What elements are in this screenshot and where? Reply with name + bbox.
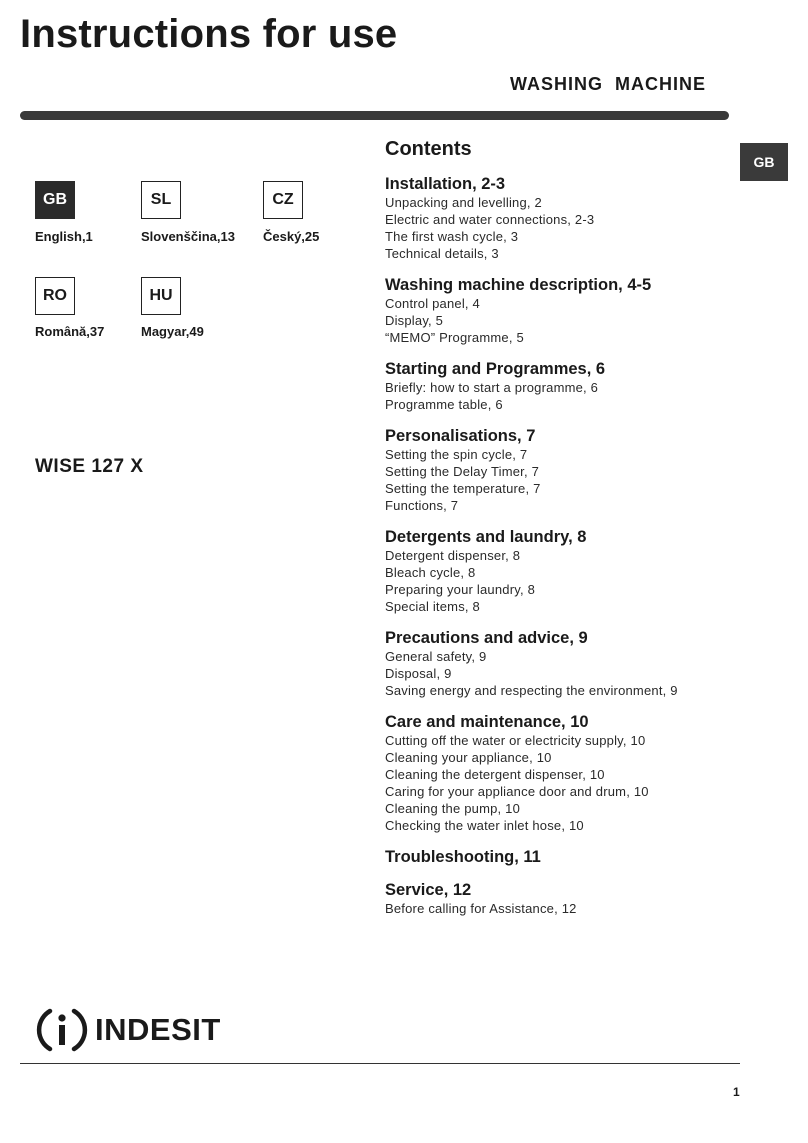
- lang-box-cz[interactable]: CZ: [263, 181, 303, 219]
- lang-box-ro[interactable]: RO: [35, 277, 75, 315]
- contents-section: [385, 427, 745, 514]
- section-item[interactable]: Functions, 7: [385, 498, 459, 513]
- section-title[interactable]: Installation, 2-3: [385, 175, 506, 193]
- section-item[interactable]: “MEMO” Programme, 5: [385, 330, 524, 345]
- contents-section: [385, 528, 745, 615]
- lang-box-gb[interactable]: GB: [35, 181, 75, 219]
- lang-label-hu: Magyar,49: [141, 324, 204, 339]
- section-item[interactable]: Cleaning the pump, 10: [385, 801, 521, 816]
- section-item[interactable]: Electric and water connections, 2-3: [385, 212, 595, 227]
- header-divider: [20, 111, 729, 120]
- contents-section: [385, 360, 745, 413]
- contents-section: [385, 713, 745, 834]
- section-title[interactable]: Starting and Programmes, 6: [385, 360, 606, 378]
- contents-section: [385, 276, 745, 346]
- contents-title: Contents: [385, 138, 472, 160]
- language-side-tab: GB: [740, 143, 788, 181]
- section-item[interactable]: Cleaning the detergent dispenser, 10: [385, 767, 605, 782]
- model-number: WISE 127 X: [35, 456, 144, 477]
- section-item[interactable]: Caring for your appliance door and drum, 10: [385, 784, 649, 799]
- section-item[interactable]: Bleach cycle, 8: [385, 565, 476, 580]
- section-item[interactable]: Special items, 8: [385, 599, 480, 614]
- section-title[interactable]: Care and maintenance, 10: [385, 713, 589, 731]
- lang-label-sl: Slovenščina,13: [141, 229, 235, 244]
- section-item[interactable]: Checking the water inlet hose, 10: [385, 818, 584, 833]
- section-title[interactable]: Precautions and advice, 9: [385, 629, 588, 647]
- section-item[interactable]: Saving energy and respecting the environment, 9: [385, 683, 678, 698]
- table-of-contents: [385, 138, 745, 931]
- section-title[interactable]: Detergents and laundry, 8: [385, 528, 587, 546]
- contents-section: [385, 881, 745, 917]
- document-title: Instructions for use: [20, 12, 398, 56]
- section-title[interactable]: Service, 12: [385, 881, 472, 899]
- lang-box-hu[interactable]: HU: [141, 277, 181, 315]
- section-item[interactable]: Setting the Delay Timer, 7: [385, 464, 540, 479]
- section-title[interactable]: Personalisations, 7: [385, 427, 536, 445]
- section-item[interactable]: Cleaning your appliance, 10: [385, 750, 552, 765]
- section-item[interactable]: Programme table, 6: [385, 397, 503, 412]
- section-item[interactable]: Preparing your laundry, 8: [385, 582, 536, 597]
- brand-name: INDESIT: [95, 1012, 221, 1047]
- page-number: 1: [733, 1085, 740, 1099]
- section-item[interactable]: The first wash cycle, 3: [385, 229, 519, 244]
- section-item[interactable]: Unpacking and levelling, 2: [385, 195, 542, 210]
- contents-sections: [385, 175, 745, 917]
- section-title[interactable]: Troubleshooting, 11: [385, 848, 541, 866]
- section-item[interactable]: General safety, 9: [385, 649, 487, 664]
- section-item[interactable]: Setting the spin cycle, 7: [385, 447, 528, 462]
- section-item[interactable]: Display, 5: [385, 313, 444, 328]
- lang-label-ro: Română,37: [35, 324, 105, 339]
- footer-divider: [20, 1063, 740, 1064]
- section-item[interactable]: Before calling for Assistance, 12: [385, 901, 577, 916]
- section-item[interactable]: Cutting off the water or electricity supply, 10: [385, 733, 646, 748]
- section-item[interactable]: Setting the temperature, 7: [385, 481, 541, 496]
- indesit-info-icon: [35, 1003, 89, 1057]
- section-item[interactable]: Control panel, 4: [385, 296, 480, 311]
- lang-label-cz: Český,25: [263, 229, 320, 244]
- section-item[interactable]: Detergent dispenser, 8: [385, 548, 521, 563]
- contents-section: [385, 848, 745, 867]
- brand-logo: [35, 1003, 221, 1057]
- section-item[interactable]: Disposal, 9: [385, 666, 452, 681]
- contents-section: [385, 175, 745, 262]
- lang-label-gb: English,1: [35, 229, 93, 244]
- lang-box-sl[interactable]: SL: [141, 181, 181, 219]
- contents-section: [385, 629, 745, 699]
- section-item[interactable]: Technical details, 3: [385, 246, 499, 261]
- section-item[interactable]: Briefly: how to start a programme, 6: [385, 380, 599, 395]
- document-subtitle: WASHING MACHINE: [510, 74, 706, 94]
- section-title[interactable]: Washing machine description, 4-5: [385, 276, 652, 294]
